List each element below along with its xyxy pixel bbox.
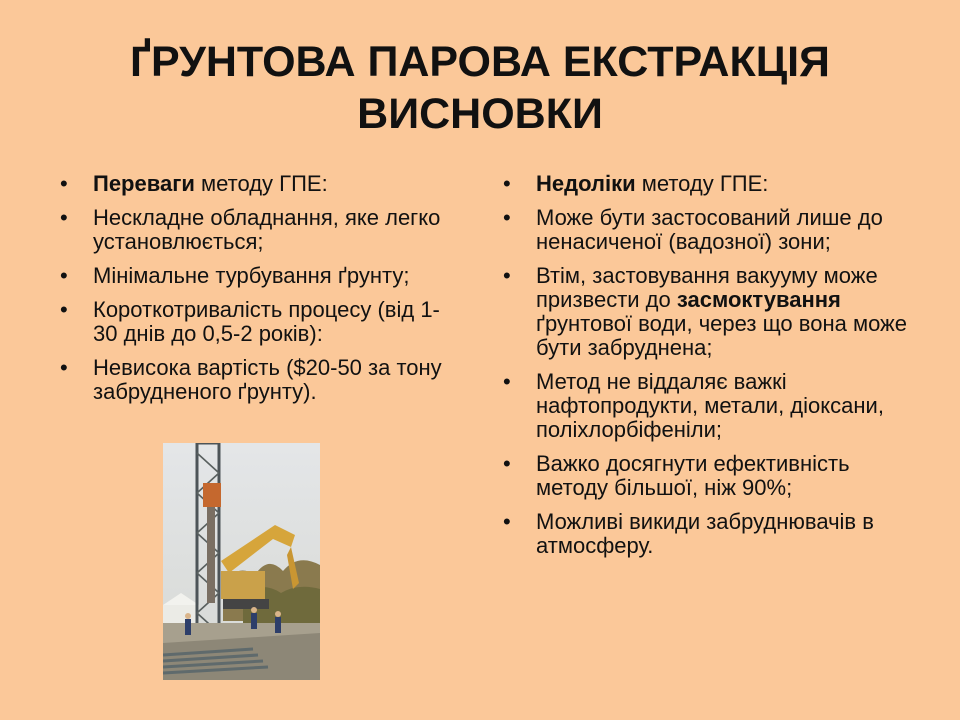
advantages-heading-bold: Переваги <box>93 171 195 196</box>
list-item-text: Важко досягнути ефективність методу більшої, ніж 90%; <box>536 451 850 500</box>
advantages-column <box>60 172 460 414</box>
list-item-text: Може бути застосований лише до ненасиченої (вадозної) зони; <box>536 205 883 254</box>
list-item <box>503 452 923 500</box>
list-item-text: Мінімальне турбування ґрунту; <box>93 263 410 288</box>
bullet-icon: • <box>60 297 68 322</box>
advantages-list <box>60 172 460 404</box>
list-item-text-post: ґрунтової води, через що вона може бути забруднена; <box>536 311 908 360</box>
list-item-text: Невисока вартість ($20-50 за тону забрудненого ґрунту). <box>93 355 442 404</box>
bullet-icon: • <box>60 263 68 288</box>
title-line-2: ВИСНОВКИ <box>357 90 603 138</box>
list-item <box>60 356 460 404</box>
list-item-text: Нескладне обладнання, яке легко установлюється; <box>93 205 441 254</box>
bullet-icon: • <box>503 205 511 230</box>
bullet-icon: • <box>503 263 511 288</box>
advantages-heading <box>60 172 460 196</box>
bullet-icon: • <box>503 451 511 476</box>
bullet-icon: • <box>60 205 68 230</box>
bullet-icon: • <box>503 369 511 394</box>
list-item <box>503 510 923 558</box>
bullet-icon: • <box>60 171 68 196</box>
list-item <box>60 206 460 254</box>
disadvantages-list <box>503 172 923 558</box>
drilling-rig-photo <box>163 443 320 680</box>
disadvantages-heading-bold: Недоліки <box>536 171 636 196</box>
list-item <box>60 264 460 288</box>
bullet-icon: • <box>60 355 68 380</box>
disadvantages-column <box>503 172 923 568</box>
title-line-1: ҐРУНТОВА ПАРОВА ЕКСТРАКЦІЯ <box>130 38 830 86</box>
list-item <box>60 298 460 346</box>
disadvantages-heading <box>503 172 923 196</box>
list-item-text: Метод не віддаляє важкі нафтопродукти, метали, діоксани, поліхлорбіфеніли; <box>536 369 884 442</box>
list-item-text: Короткотривалість процесу (від 1-30 днів до 0,5-2 років): <box>93 297 440 346</box>
list-item-text-bold: засмоктування <box>676 287 841 312</box>
slide-title <box>40 36 920 140</box>
advantages-heading-rest: методу ГПЕ: <box>194 171 328 196</box>
disadvantages-heading-rest: методу ГПЕ: <box>635 171 769 196</box>
bullet-icon: • <box>503 171 511 196</box>
bullet-icon: • <box>503 509 511 534</box>
list-item-text-pre: Втім, застовування вакууму може призвести до <box>536 263 878 312</box>
list-item-text: Можливі викиди забруднювачів в атмосферу. <box>536 509 874 558</box>
list-item <box>503 206 923 254</box>
list-item <box>503 264 923 360</box>
list-item <box>503 370 923 442</box>
